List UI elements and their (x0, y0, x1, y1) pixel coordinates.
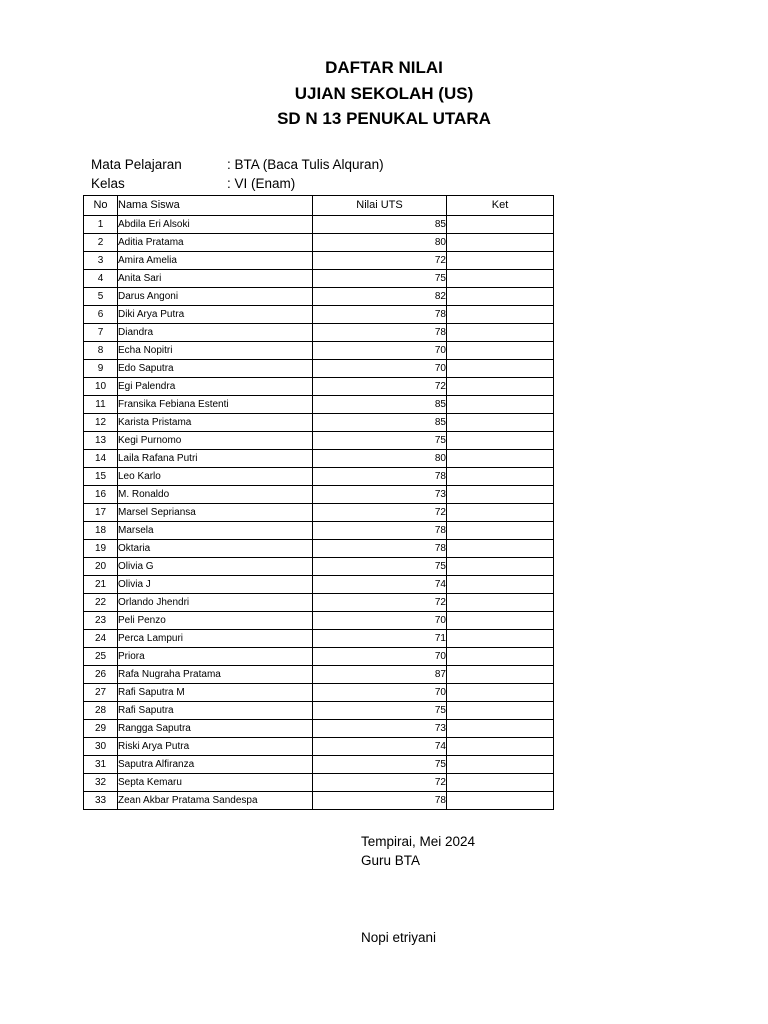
table-row (84, 234, 554, 252)
student-note (447, 576, 554, 594)
row-number: 33 (84, 792, 118, 810)
row-number: 20 (84, 558, 118, 576)
student-score: 75 (313, 756, 447, 774)
row-number: 26 (84, 666, 118, 684)
table-row (84, 720, 554, 738)
row-number: 12 (84, 414, 118, 432)
table-row (84, 324, 554, 342)
student-score: 82 (313, 288, 447, 306)
student-score: 78 (313, 792, 447, 810)
row-number: 24 (84, 630, 118, 648)
student-name: Zean Akbar Pratama Sandespa (118, 792, 313, 810)
table-row (84, 414, 554, 432)
grades-table (83, 195, 554, 810)
student-note (447, 504, 554, 522)
row-number: 11 (84, 396, 118, 414)
student-score: 87 (313, 666, 447, 684)
student-name: Rafi Saputra (118, 702, 313, 720)
table-row (84, 252, 554, 270)
student-score: 75 (313, 558, 447, 576)
table-row (84, 468, 554, 486)
student-name: Riski Arya Putra (118, 738, 313, 756)
student-note (447, 666, 554, 684)
student-note (447, 684, 554, 702)
row-number: 30 (84, 738, 118, 756)
student-name: Aditia Pratama (118, 234, 313, 252)
column-header-ket: Ket (447, 196, 554, 216)
table-row (84, 288, 554, 306)
class-label: Kelas (91, 176, 125, 191)
row-number: 31 (84, 756, 118, 774)
student-name: Olivia J (118, 576, 313, 594)
student-name: Diandra (118, 324, 313, 342)
table-row (84, 378, 554, 396)
student-name: Karista Pristama (118, 414, 313, 432)
student-note (447, 378, 554, 396)
student-name: Leo Karlo (118, 468, 313, 486)
student-note (447, 324, 554, 342)
row-number: 14 (84, 450, 118, 468)
student-note (447, 414, 554, 432)
student-name: Priora (118, 648, 313, 666)
table-row (84, 648, 554, 666)
student-name: Diki Arya Putra (118, 306, 313, 324)
row-number: 19 (84, 540, 118, 558)
student-score: 71 (313, 630, 447, 648)
student-note (447, 486, 554, 504)
row-number: 23 (84, 612, 118, 630)
table-row (84, 558, 554, 576)
student-score: 85 (313, 396, 447, 414)
student-score: 72 (313, 594, 447, 612)
student-note (447, 468, 554, 486)
column-header-name: Nama Siswa (118, 196, 313, 216)
row-number: 7 (84, 324, 118, 342)
student-score: 70 (313, 612, 447, 630)
row-number: 28 (84, 702, 118, 720)
student-name: Darus Angoni (118, 288, 313, 306)
table-row (84, 504, 554, 522)
student-note (447, 342, 554, 360)
row-number: 6 (84, 306, 118, 324)
student-name: Rafa Nugraha Pratama (118, 666, 313, 684)
column-header-score: Nilai UTS (313, 196, 447, 216)
student-note (447, 774, 554, 792)
student-score: 80 (313, 450, 447, 468)
student-note (447, 792, 554, 810)
student-note (447, 234, 554, 252)
student-score: 75 (313, 702, 447, 720)
student-name: Edo Saputra (118, 360, 313, 378)
student-score: 78 (313, 468, 447, 486)
student-note (447, 360, 554, 378)
class-value: : VI (Enam) (227, 176, 296, 191)
student-score: 70 (313, 342, 447, 360)
student-score: 72 (313, 252, 447, 270)
row-number: 22 (84, 594, 118, 612)
student-score: 73 (313, 720, 447, 738)
exam-title: UJIAN SEKOLAH (US) (294, 84, 474, 103)
table-row (84, 360, 554, 378)
row-number: 13 (84, 432, 118, 450)
table-row (84, 486, 554, 504)
row-number: 1 (84, 216, 118, 234)
student-note (447, 288, 554, 306)
student-name: Abdila Eri Alsoki (118, 216, 313, 234)
table-row (84, 774, 554, 792)
student-name: Oktaria (118, 540, 313, 558)
student-score: 80 (313, 234, 447, 252)
student-name: Septa Kemaru (118, 774, 313, 792)
student-name: Saputra Alfiranza (118, 756, 313, 774)
subject-label: Mata Pelajaran (91, 157, 182, 172)
table-row (84, 270, 554, 288)
table-row (84, 540, 554, 558)
table-row (84, 702, 554, 720)
table-row (84, 684, 554, 702)
student-note (447, 738, 554, 756)
student-name: M. Ronaldo (118, 486, 313, 504)
row-number: 4 (84, 270, 118, 288)
table-row (84, 738, 554, 756)
row-number: 18 (84, 522, 118, 540)
student-score: 72 (313, 378, 447, 396)
document-title: DAFTAR NILAI (325, 58, 443, 77)
row-number: 29 (84, 720, 118, 738)
student-score: 74 (313, 738, 447, 756)
row-number: 5 (84, 288, 118, 306)
teacher-name: Nopi etriyani (361, 930, 437, 945)
place-date: Tempirai, Mei 2024 (361, 834, 476, 849)
row-number: 17 (84, 504, 118, 522)
table-row (84, 666, 554, 684)
student-score: 75 (313, 432, 447, 450)
row-number: 32 (84, 774, 118, 792)
student-note (447, 270, 554, 288)
student-name: Rafi Saputra M (118, 684, 313, 702)
student-score: 70 (313, 360, 447, 378)
column-header-no: No (84, 196, 118, 216)
student-name: Marsel Sepriansa (118, 504, 313, 522)
student-name: Egi Palendra (118, 378, 313, 396)
table-row (84, 792, 554, 810)
student-score: 70 (313, 648, 447, 666)
student-note (447, 702, 554, 720)
student-score: 74 (313, 576, 447, 594)
student-score: 70 (313, 684, 447, 702)
student-note (447, 648, 554, 666)
student-name: Olivia G (118, 558, 313, 576)
student-score: 75 (313, 270, 447, 288)
table-row (84, 306, 554, 324)
student-score: 78 (313, 522, 447, 540)
student-note (447, 396, 554, 414)
student-note (447, 756, 554, 774)
student-name: Fransika Febiana Estenti (118, 396, 313, 414)
student-note (447, 612, 554, 630)
student-score: 72 (313, 774, 447, 792)
student-note (447, 558, 554, 576)
row-number: 27 (84, 684, 118, 702)
student-note (447, 522, 554, 540)
student-note (447, 432, 554, 450)
student-name: Rangga Saputra (118, 720, 313, 738)
row-number: 8 (84, 342, 118, 360)
student-name: Amira Amelia (118, 252, 313, 270)
student-note (447, 306, 554, 324)
student-score: 85 (313, 216, 447, 234)
row-number: 25 (84, 648, 118, 666)
student-note (447, 216, 554, 234)
table-row (84, 756, 554, 774)
table-row (84, 594, 554, 612)
row-number: 9 (84, 360, 118, 378)
table-row (84, 342, 554, 360)
teacher-role: Guru BTA (361, 853, 421, 868)
student-score: 78 (313, 324, 447, 342)
student-score: 73 (313, 486, 447, 504)
school-name: SD N 13 PENUKAL UTARA (277, 109, 491, 128)
student-note (447, 630, 554, 648)
student-note (447, 252, 554, 270)
student-score: 78 (313, 306, 447, 324)
row-number: 21 (84, 576, 118, 594)
student-score: 85 (313, 414, 447, 432)
student-note (447, 594, 554, 612)
row-number: 3 (84, 252, 118, 270)
table-row (84, 450, 554, 468)
student-note (447, 540, 554, 558)
subject-value: : BTA (Baca Tulis Alquran) (227, 157, 384, 172)
grades-table-body (84, 216, 554, 810)
student-score: 78 (313, 540, 447, 558)
student-name: Perca Lampuri (118, 630, 313, 648)
student-name: Peli Penzo (118, 612, 313, 630)
student-note (447, 450, 554, 468)
student-name: Echa Nopitri (118, 342, 313, 360)
row-number: 16 (84, 486, 118, 504)
table-row (84, 396, 554, 414)
table-row (84, 576, 554, 594)
student-name: Marsela (118, 522, 313, 540)
student-name: Laila Rafana Putri (118, 450, 313, 468)
row-number: 15 (84, 468, 118, 486)
student-note (447, 720, 554, 738)
table-row (84, 216, 554, 234)
student-score: 72 (313, 504, 447, 522)
row-number: 2 (84, 234, 118, 252)
row-number: 10 (84, 378, 118, 396)
student-name: Orlando Jhendri (118, 594, 313, 612)
student-name: Anita Sari (118, 270, 313, 288)
table-header-row (84, 196, 554, 216)
table-row (84, 432, 554, 450)
table-row (84, 612, 554, 630)
table-row (84, 630, 554, 648)
table-row (84, 522, 554, 540)
student-name: Kegi Purnomo (118, 432, 313, 450)
